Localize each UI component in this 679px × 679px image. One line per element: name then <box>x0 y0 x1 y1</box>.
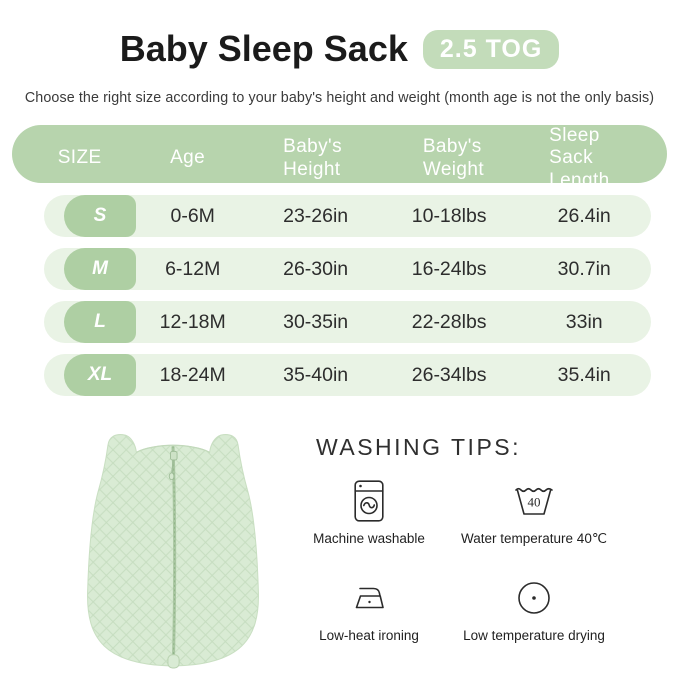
size-badge-s: S <box>64 195 136 237</box>
tip-label: Water temperature 40℃ <box>461 531 607 546</box>
tip-label: Low temperature drying <box>463 628 605 643</box>
column-header-height: Baby's Height <box>283 136 342 180</box>
washing-machine-icon <box>354 478 384 524</box>
tip-label: Low-heat ironing <box>319 628 419 643</box>
cell-weight: 26-34lbs <box>411 363 487 386</box>
cell-age: 18-24M <box>159 363 226 386</box>
iron-icon <box>350 575 388 621</box>
subtitle: Choose the right size according to your baby's height and weight (month age is not the only basis) <box>24 90 655 106</box>
cell-age: 0-6M <box>170 204 215 227</box>
size-badge-xl: XL <box>64 354 136 396</box>
tip-machine-washable <box>300 478 438 547</box>
cell-age: 12-18M <box>159 310 226 333</box>
table-row-m <box>44 248 651 290</box>
column-header-age: Age <box>170 147 206 169</box>
cell-length: 26.4in <box>557 204 611 227</box>
tip-label: Machine washable <box>313 531 425 546</box>
cell-height: 30-35in <box>283 310 349 333</box>
size-badge-m: M <box>64 248 136 290</box>
page-title: Baby Sleep Sack <box>119 28 408 69</box>
table-row-xl <box>44 354 651 396</box>
cell-weight: 10-18lbs <box>411 204 487 227</box>
sleep-sack-product-image <box>86 430 260 670</box>
size-chart-rows <box>44 195 651 407</box>
column-header-length: Sleep Sack Length <box>549 125 610 191</box>
cell-height: 35-40in <box>283 363 349 386</box>
table-row-l <box>44 301 651 343</box>
cell-length: 35.4in <box>557 363 611 386</box>
zipper-slider <box>170 451 177 460</box>
tip-low-temperature-drying <box>438 575 630 643</box>
zipper-bottom-tab <box>168 655 179 668</box>
tumble-dry-icon <box>517 575 551 621</box>
cell-weight: 16-24lbs <box>411 257 487 280</box>
title-row <box>0 28 679 70</box>
column-header-weight: Baby's Weight <box>422 136 485 180</box>
cell-height: 26-30in <box>283 257 349 280</box>
cell-height: 23-26in <box>283 204 349 227</box>
tip-low-heat-ironing <box>300 575 438 643</box>
size-badge-l: L <box>64 301 136 343</box>
wash-tub-icon <box>514 478 554 524</box>
column-header-size: SIZE <box>57 147 102 169</box>
cell-length: 30.7in <box>557 257 611 280</box>
size-chart-header <box>12 125 667 191</box>
svg-text:40: 40 <box>527 494 541 510</box>
tog-badge: 2.5 TOG <box>423 30 559 69</box>
table-row-s <box>44 195 651 237</box>
washing-tips-grid <box>300 478 630 643</box>
tip-water-temperature <box>438 478 630 547</box>
cell-age: 6-12M <box>165 257 221 280</box>
cell-length: 33in <box>565 310 603 333</box>
cell-weight: 22-28lbs <box>411 310 487 333</box>
washing-tips-heading: WASHING TIPS: <box>316 434 522 460</box>
